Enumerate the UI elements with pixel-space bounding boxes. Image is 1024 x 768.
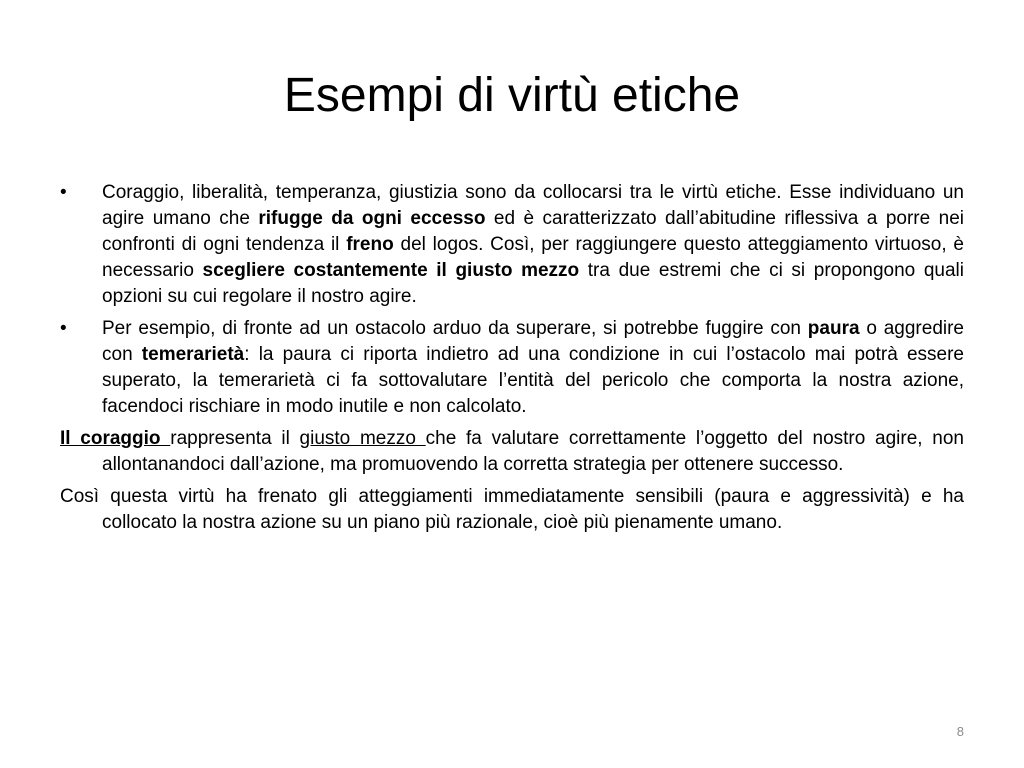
text-segment-bold-underline: Il coraggio bbox=[60, 428, 171, 449]
page-number: 8 bbox=[956, 724, 964, 739]
text-segment: o aggredire con bbox=[102, 318, 964, 365]
text-segment-bold: rifugge da ogni eccesso bbox=[258, 208, 486, 229]
text-segment: tra due estremi che ci si propongono quali opzioni su cui regolare il nostro agire. bbox=[102, 260, 964, 307]
text-segment: : la paura ci riporta indietro ad una condizione in cui l’ostacolo mai potrà essere superato, la temerarietà ci fa sottovalutare l’entità del pericolo che comporta la nostra azione, facendoci rischiare in modo inutile e non calcolato. bbox=[102, 344, 964, 417]
paragraph-courage bbox=[60, 426, 964, 478]
text-segment-bold: temerarietà bbox=[141, 344, 245, 365]
text-segment-underline: giusto mezzo bbox=[299, 428, 426, 449]
slide-title: Esempi di virtù etiche bbox=[283, 69, 741, 122]
text-segment-bold: freno bbox=[346, 234, 394, 255]
paragraph-conclusion bbox=[60, 484, 964, 536]
bullet-item-virtues bbox=[60, 180, 964, 310]
text-segment: ed è caratterizzato dall’abitudine riflessiva a porre nei confronti di ogni tendenza il bbox=[102, 208, 964, 255]
bullet-icon: • bbox=[60, 318, 67, 339]
bullet-item-example bbox=[60, 316, 964, 420]
text-segment: Così questa virtù ha frenato gli atteggiamenti immediatamente sensibili (paura e aggressività) e ha collocato la nostra azione su un piano più razionale, cioè più pienamente umano. bbox=[60, 486, 964, 533]
bullet-icon: • bbox=[60, 182, 67, 203]
text-segment: rappresenta il bbox=[170, 428, 300, 449]
text-segment: del logos. Così, per raggiungere questo atteggiamento virtuoso, è necessario bbox=[102, 234, 964, 281]
text-segment: che fa valutare correttamente l’oggetto del nostro agire, non allontanandoci dall’azione, ma promuovendo la corretta strategia per ottenere successo. bbox=[102, 428, 964, 475]
text-segment-bold: paura bbox=[807, 318, 860, 339]
slide-content bbox=[60, 180, 964, 542]
text-segment-bold: scegliere costantemente il giusto mezzo bbox=[202, 260, 580, 281]
text-segment: Per esempio, di fronte ad un ostacolo arduo da superare, si potrebbe fuggire con bbox=[102, 318, 808, 339]
text-segment: Coraggio, liberalità, temperanza, giustizia sono da collocarsi tra le virtù etiche. Esse individuano un agire umano che bbox=[102, 182, 964, 229]
